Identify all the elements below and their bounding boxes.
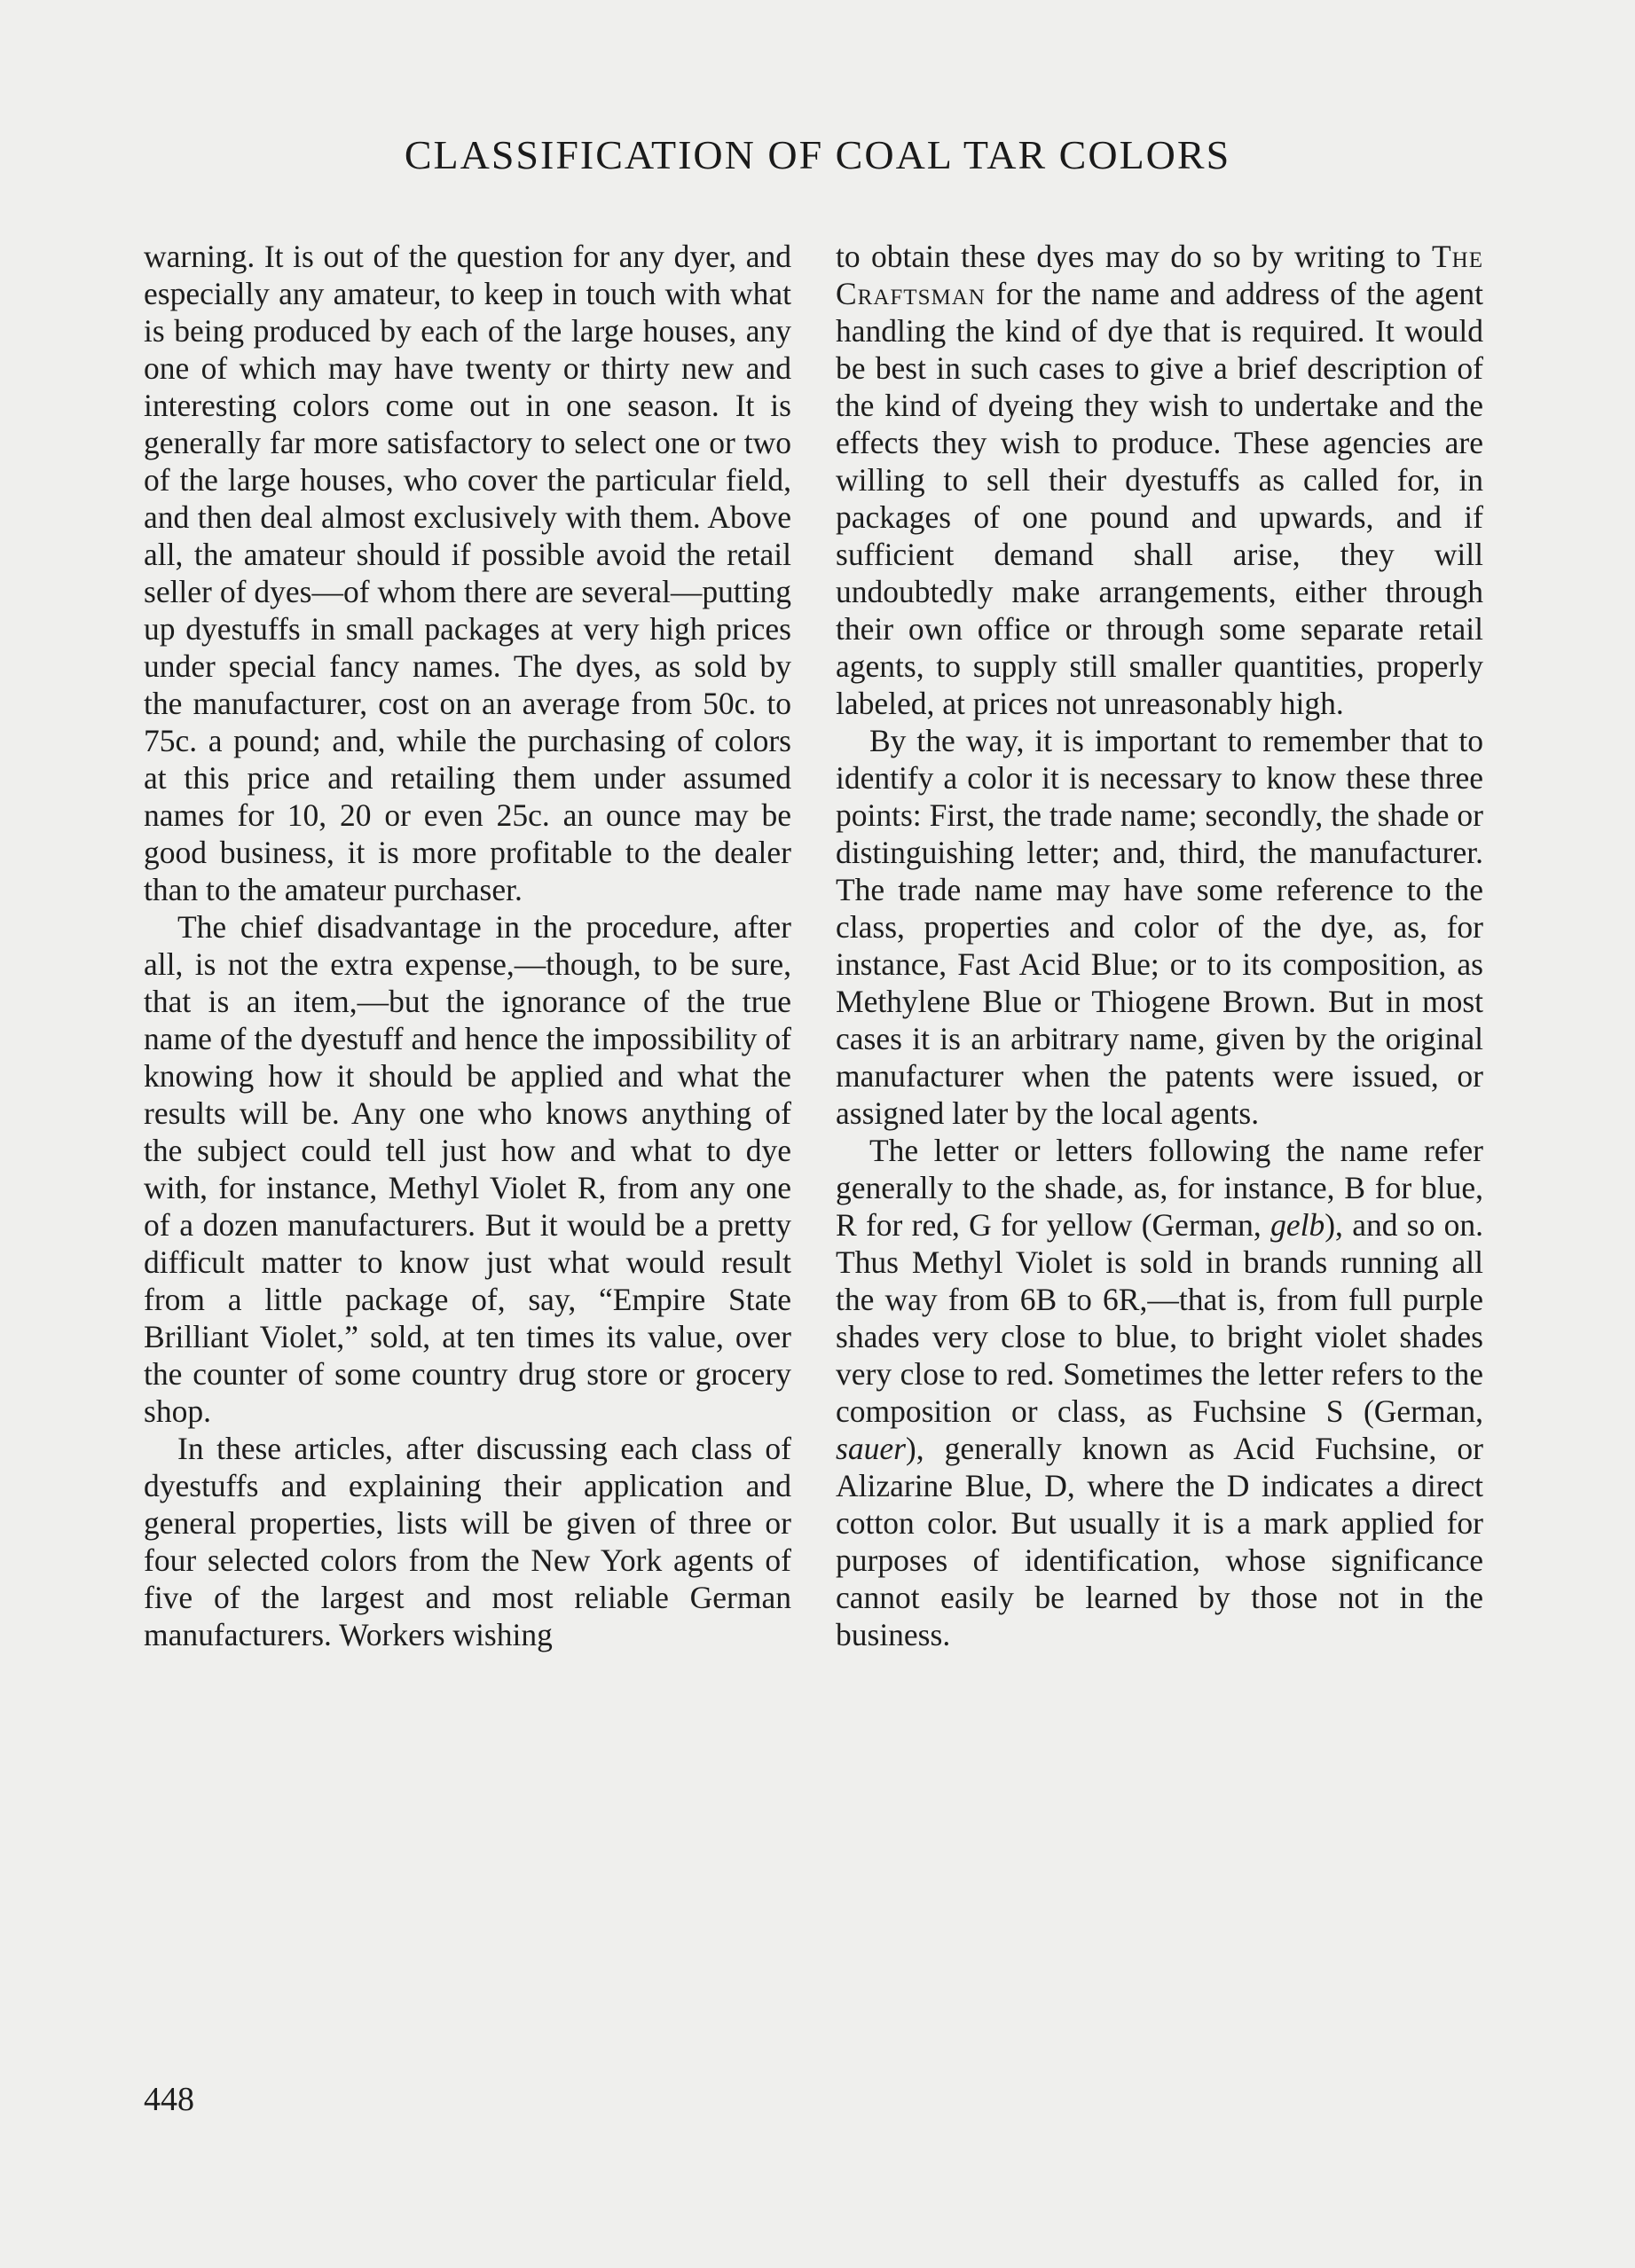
right-paragraph-1	[836, 238, 1483, 722]
right-paragraph-3	[836, 1132, 1483, 1653]
left-column	[144, 238, 791, 1653]
right-paragraph-1-part-a: to obtain these dyes may do so by writing to	[836, 239, 1421, 274]
right-paragraph-3-part-a: The letter or letters following the name refer generally to the shade, as, for instance, B for blue, R for red, G for yellow (German,	[836, 1133, 1483, 1243]
german-word-gelb: gelb	[1270, 1207, 1325, 1243]
left-paragraph-1: warning. It is out of the question for any dyer, and especially any amateur, to keep in touch with what is being produced by each of the large houses, any one of which may have twenty or thirty new and interesting colors come out in one season. It is generally far more satisfactory to select one or two of the large houses, who cover the particular field, and then deal almost exclusively with them. Above all, the amateur should if possible avoid the retail seller of dyes—of whom there are several—putting up dyestuffs in small packages at very high prices under special fancy names. The dyes, as sold by the manufacturer, cost on an average from 50c. to 75c. a pound; and, while the purchasing of colors at this price and retailing them under assumed names for 10, 20 or even 25c. an ounce may be good business, it is more profitable to the dealer than to the amateur purchaser.	[144, 239, 791, 907]
left-paragraph-3: In these articles, after discussing each class of dyestuffs and explaining their application and general properties, lists will be given of three or four selected colors from the New York agents of five of the largest and most reliable German manufacturers. Workers wishing	[144, 1431, 791, 1652]
right-paragraph-3-part-b: ), and so on. Thus Methyl Violet is sold in brands running all the way from 6B to 6R,—that is, from full purple shades very close to blue, to bright violet shades very close to red. Sometimes the letter refers to the composition or class, as Fuchsine S (German,	[836, 1207, 1483, 1429]
magazine-name: The Craftsman	[836, 239, 1483, 311]
right-paragraph-3-part-c: ), generally known as Acid Fuchsine, or Alizarine Blue, D, where the D indicates a direct cotton color. But usually it is a mark applied for purposes of identification, whose significance cannot easily be learned by those not in the business.	[836, 1431, 1483, 1652]
page-number: 448	[144, 2081, 194, 2118]
left-paragraph-2: The chief disadvantage in the procedure, after all, is not the extra expense,—though, to be sure, that is an item,—but the ignorance of the true name of the dyestuff and hence the impossibility of knowing how it should be applied and what the results will be. Any one who knows anything of the subject could tell just how and what to dye with, for instance, Methyl Violet R, from any one of a dozen manufacturers. But it would be a pretty difficult matter to know just what would result from a little package of, say, “Empire State Brilliant Violet,” sold, at ten times its value, over the counter of some country drug store or grocery shop.	[144, 909, 791, 1429]
page-title: CLASSIFICATION OF COAL TAR COLORS	[404, 132, 1231, 177]
right-paragraph-1-part-b: for the name and address of the agent handling the kind of dye that is required. It would be best in such cases to give a brief description of the kind of dyeing they wish to undertake and the effects they wish to produce. These agencies are willing to sell their dyestuffs as called for, in packages of one pound and upwards, and if sufficient demand shall arise, they will undoubtedly make arrangements, either through their own office or through some separate retail agents, to supply still smaller quantities, properly labeled, at prices not unreasonably high.	[836, 276, 1483, 721]
german-word-sauer: sauer	[836, 1431, 906, 1466]
right-paragraph-2: By the way, it is important to remember that to identify a color it is necessary to know these three points: First, the trade name; secondly, the shade or distinguishing letter; and, third, the manufacturer. The trade name may have some reference to the class, properties and color of the dye, as, for instance, Fast Acid Blue; or to its composition, as Methylene Blue or Thiogene Brown. But in most cases it is an arbitrary name, given by the original manufacturer when the patents were issued, or assigned later by the local agents.	[836, 723, 1483, 1131]
right-column	[836, 238, 1483, 1653]
